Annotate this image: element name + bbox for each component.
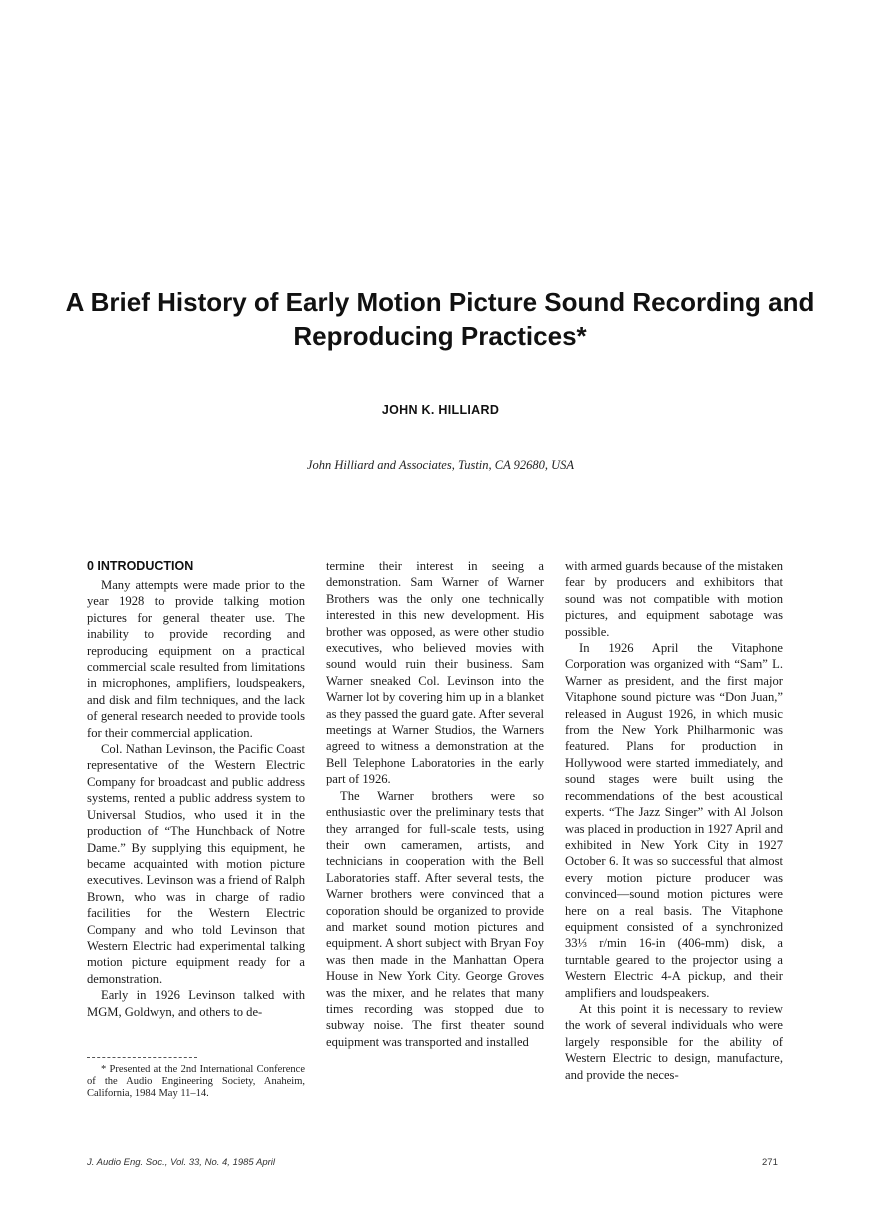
running-footer: J. Audio Eng. Soc., Vol. 33, No. 4, 1985 April (87, 1157, 275, 1168)
body-column-3 (565, 558, 783, 1083)
paragraph: Col. Nathan Levinson, the Pacific Coast representative of the Western Electric Company for broadcast and public address systems, rented a public address system to Universal Studios, who used it in the production of “The Hunchback of Notre Dame.” By supplying this equipment, he became acquainted with motion picture executives. Levinson was a friend of Ralph Brown, who was in charge of radio facilities for the Western Electric Company and who told Levinson that Western Electric had experimental talking motion picture equipment ready for a demonstration. (87, 742, 305, 986)
paragraph: At this point it is necessary to review the work of several individuals who were largely responsible for the ability of Western Electric to design, manufacture, and provide the neces- (565, 1001, 783, 1082)
paragraph: Early in 1926 Levinson talked with MGM, Goldwyn, and others to de- (87, 988, 305, 1019)
page-number: 271 (762, 1157, 778, 1168)
footnote (87, 1064, 305, 1100)
paragraph: In 1926 April the Vitaphone Corporation was organized with “Sam” L. Warner as president, and the first major Vitaphone sound picture was “Don Juan,” released in August 1926, in which music from the New York Philharmonic was featured. Plans for production in Hollywood were started immediately, and sound stages were built using the recommendations of the best acoustical experts. “The Jazz Singer” with Al Jolson was placed in production in 1927 April and exhibited in New York City in 1927 October 6. It was so successful that almost every motion picture producer was convinced—sound motion pictures were here on a real basis. The Vitaphone equipment consisted of a synchronized 33⅓ r/min 16-in (406-mm) disk, a turntable geared to the projector using a Western Electric 4-A pickup, and their amplifiers and loudspeakers. (565, 641, 783, 1000)
paragraph: termine their interest in seeing a demonstration. Sam Warner of Warner Brothers was the only one technically interested in this new development. His brother was opposed, as were other studio executives, who believed movies with sound would ruin their business. Sam Warner sneaked Col. Levinson into the Warner lot by covering him up in a blanket as they passed the guard gate. After several meetings at Warner Studios, the Warners agreed to witness a demonstration at the Bell Telephone Laboratories in the early part of 1926. (326, 559, 544, 787)
paragraph: Many attempts were made prior to the year 1928 to provide talking motion pictures for general theater use. The inability to provide recording and reproducing equipment on a practical commercial scale resulted from limitations in microphones, amplifiers, loudspeakers, and disk and film techniques, and the lack of general research needed to provide tools for their commercial application. (87, 578, 305, 740)
paragraph: with armed guards because of the mistaken fear by producers and exhibitors that sound was not compatible with motion pictures, and equipment sabotage was possible. (565, 559, 783, 639)
article-title: A Brief History of Early Motion Picture Sound Recording and Reproducing Practices* (65, 287, 815, 351)
section-heading: 0 INTRODUCTION (87, 559, 194, 573)
body-column-1 (87, 558, 305, 1020)
author-name: JOHN K. HILLIARD (381, 403, 500, 417)
author-affiliation: John Hilliard and Associates, Tustin, CA 92680, USA (306, 458, 575, 472)
body-column-2 (326, 558, 544, 1050)
footnote-divider (87, 1057, 197, 1058)
paragraph: The Warner brothers were so enthusiastic over the preliminary tests that they arranged for full-scale tests, using their own cameramen, artists, and technicians in cooperation with the Bell Laboratories staff. After several tests, the Warner brothers were convinced that a coporation should be organized to provide and market sound motion pictures and equipment. A short subject with Bryan Foy was then made in the Manhattan Opera House in New York City. George Groves was the mixer, and he relates that many times recording was stopped due to subway noise. The first theater sound equipment was transported and installed (326, 788, 544, 1049)
footnote-text: * Presented at the 2nd International Conference of the Audio Engineering Society, Anaheim, California, 1984 May 11–14. (87, 1064, 305, 1099)
